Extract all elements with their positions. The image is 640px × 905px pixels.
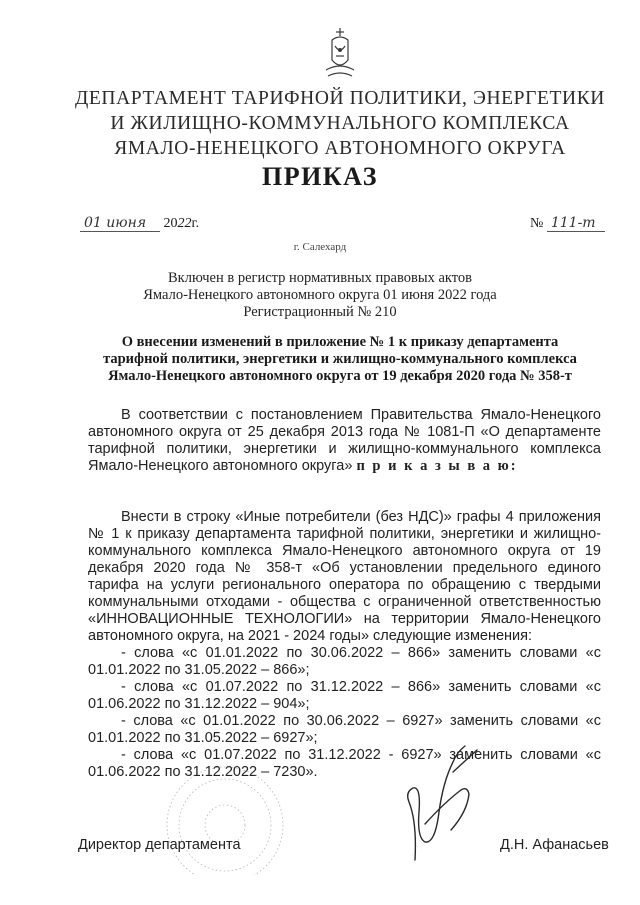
preamble-text: В соответствии с постановлением Правительства Ямало-Ненецкого автономного округа от 25 декабря 2013 года № 1081-П «О департаменте тарифной политики, энергетики и жилищно-коммунального комплекса Ямало-Ненецкого автономного округа»: [88, 407, 601, 474]
order-body: [88, 509, 601, 781]
order-subject: [60, 334, 620, 385]
coat-of-arms-icon: [322, 26, 358, 82]
change-item-3: - слова «с 01.01.2022 по 30.06.2022 – 6927» заменить словами «с 01.01.2022 по 31.05.2022 – 6927»;: [88, 713, 601, 746]
document-type-title: ПРИКАЗ: [261, 162, 379, 191]
registry-line-1: Включен в регистр нормативных правовых актов: [168, 270, 472, 286]
body-intro: Внести в строку «Иные потребители (без НДС)» графы 4 приложения № 1 к приказу департамента тарифной политики, энергетики и жилищно-коммунального комплекса Ямало-Ненецкого автономного округа от 19 декабря 2020 года № 358-т «Об установлении предельного единого тарифа на услуги регионального оператора по обращению с твердыми коммунальными отходами - общества с ограниченной ответственностью «ИННОВАЦИОННЫЕ ТЕХНОЛОГИИ» на территории Ямало-Ненецкого автономного округа, на 2021 - 2024 годы» следующие изменения:: [88, 509, 601, 644]
signatory-title: Директор департамента: [78, 837, 241, 853]
document-number: [530, 215, 605, 232]
change-item-2: - слова «с 01.07.2022 по 31.12.2022 – 866» заменить словами «с 01.06.2022 по 31.12.2022 – 904»;: [88, 679, 601, 712]
subject-line-3: Ямало-Ненецкого автономного округа от 19 декабря 2020 года № 358-т: [108, 368, 572, 384]
date-handwritten: 01 июня: [80, 215, 160, 232]
round-seal-icon: [150, 755, 300, 875]
registry-line-3: Регистрационный № 210: [243, 304, 397, 320]
registry-note: [0, 270, 640, 321]
department-name: [60, 86, 620, 161]
year-handwritten: 22: [177, 216, 192, 231]
department-line-1: ДЕПАРТАМЕНТ ТАРИФНОЙ ПОЛИТИКИ, ЭНЕРГЕТИКИ: [75, 88, 605, 109]
document-date: [80, 215, 199, 232]
signatory-name: Д.Н. Афанасьев: [500, 837, 609, 853]
change-item-1: - слова «с 01.01.2022 по 30.06.2022 – 866» заменить словами «с 01.01.2022 по 31.05.2022 – 866»;: [88, 645, 601, 678]
city: г. Салехард: [293, 241, 347, 253]
change-item-4: - слова «с 01.07.2022 по 31.12.2022 - 6927» заменить словами «с 01.06.2022 по 31.12.2022 – 7230».: [88, 747, 601, 780]
subject-line-2: тарифной политики, энергетики и жилищно-коммунального комплекса: [103, 351, 577, 367]
number-handwritten: 111-т: [547, 215, 605, 232]
registry-line-2: Ямало-Ненецкого автономного округа 01 июня 2022 года: [143, 287, 497, 303]
department-line-3: ЯМАЛО-НЕНЕЦКОГО АВТОНОМНОГО ОКРУГА: [114, 138, 566, 159]
department-line-2: И ЖИЛИЩНО-КОММУНАЛЬНОГО КОМПЛЕКСА: [110, 113, 570, 134]
year-suffix: г.: [191, 216, 200, 231]
year-prefix: 20: [163, 216, 178, 231]
number-label: №: [530, 216, 544, 231]
handwritten-signature-icon: [395, 742, 485, 862]
order-word: п р и к а з ы в а ю:: [356, 458, 518, 474]
subject-line-1: О внесении изменений в приложение № 1 к приказу департамента: [121, 334, 559, 350]
preamble-paragraph: [88, 407, 601, 475]
